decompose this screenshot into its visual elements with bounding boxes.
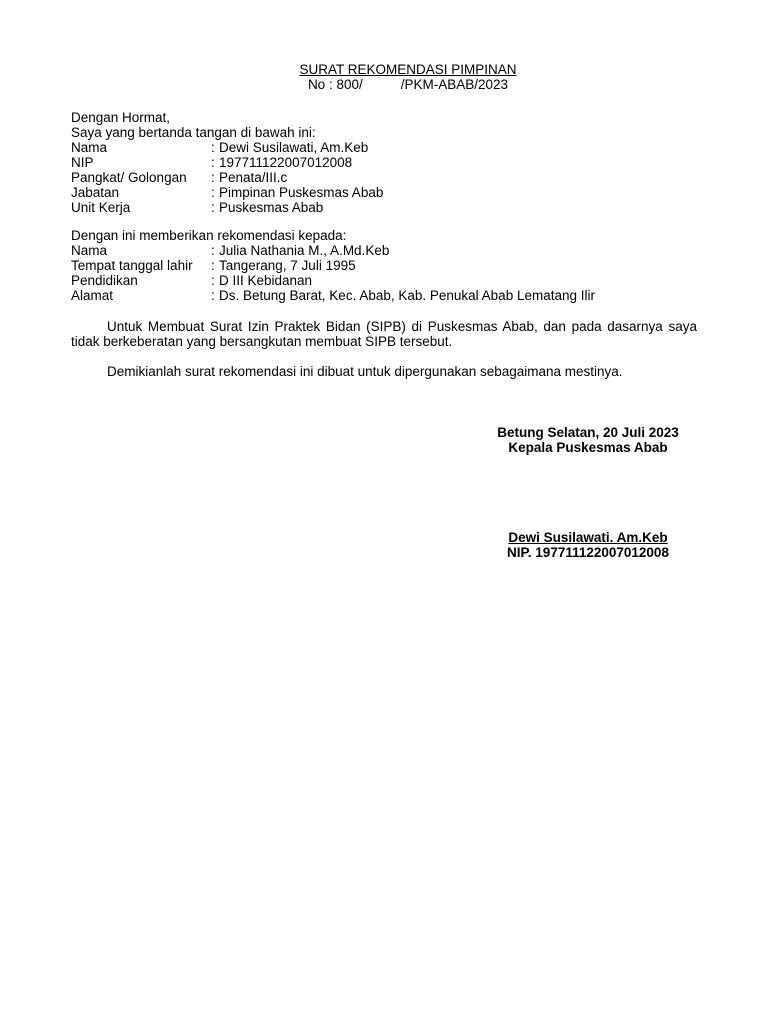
signature-place-date: Betung Selatan, 20 Juli 2023 — [497, 425, 679, 440]
field-value: Dewi Susilawati, Am.Keb — [219, 140, 369, 155]
signer-field-row — [71, 155, 701, 170]
field-value: Penata/III.c — [219, 170, 288, 185]
field-separator: : — [211, 288, 215, 303]
field-label: Unit Kerja — [71, 200, 131, 215]
field-label: Nama — [71, 140, 108, 155]
recipient-field-row — [71, 243, 701, 258]
field-label: Pangkat/ Golongan — [71, 170, 187, 185]
field-label: NIP — [71, 155, 94, 170]
field-label: Nama — [71, 243, 108, 258]
field-value: Tangerang, 7 Juli 1995 — [219, 258, 356, 273]
signature-position: Kepala Puskesmas Abab — [508, 440, 668, 455]
signer-field-row — [71, 140, 701, 155]
field-separator: : — [211, 273, 215, 288]
field-value: Puskesmas Abab — [219, 200, 324, 215]
field-label: Tempat tanggal lahir — [71, 258, 193, 273]
field-value: Pimpinan Puskesmas Abab — [219, 185, 384, 200]
signature-name — [470, 530, 706, 545]
field-value: Ds. Betung Barat, Kec. Abab, Kab. Penukal Abab Lematang Ilir — [219, 288, 595, 303]
signer-field-row — [71, 170, 701, 185]
field-label: Pendidikan — [71, 273, 138, 288]
intro-text: Saya yang bertanda tangan di bawah ini: — [71, 125, 316, 140]
field-separator: : — [211, 243, 215, 258]
recommend-intro: Dengan ini memberikan rekomendasi kepada: — [71, 228, 347, 243]
field-separator: : — [211, 170, 215, 185]
field-separator: : — [211, 155, 215, 170]
signer-field-row — [71, 185, 701, 200]
signature-nip: NIP. 197711122007012008 — [507, 545, 669, 560]
field-separator: : — [211, 200, 215, 215]
letter-number-suffix: /PKM-ABAB/2023 — [400, 77, 509, 92]
letter-title: SURAT REKOMENDASI PIMPINAN — [299, 62, 517, 77]
signature-name-text: Dewi Susilawati. Am.Keb — [508, 530, 668, 545]
greeting: Dengan Hormat, — [71, 110, 171, 125]
closing-paragraph: Demikianlah surat rekomendasi ini dibuat untuk dipergunakan sebagaimana mestinya. — [107, 364, 623, 379]
letter-number-prefix: No : 800/ — [307, 77, 363, 92]
field-separator: : — [211, 258, 215, 273]
field-value: D III Kebidanan — [219, 273, 313, 288]
recipient-field-row — [71, 258, 701, 273]
signer-field-row — [71, 200, 701, 215]
field-separator: : — [211, 140, 215, 155]
recipient-section — [71, 228, 701, 303]
body-paragraph: Untuk Membuat Surat Izin Praktek Bidan (SIPB) di Puskesmas Abab, dan pada dasarnya saya tidak berkeberatan yang bersangkutan membuat SIPB tersebut. — [71, 319, 697, 349]
letter-number — [0, 77, 768, 92]
field-separator: : — [211, 185, 215, 200]
field-value: Julia Nathania M., A.Md.Keb — [219, 243, 390, 258]
recipient-field-row — [71, 288, 701, 303]
field-label: Alamat — [71, 288, 114, 303]
recipient-field-row — [71, 273, 701, 288]
field-label: Jabatan — [71, 185, 120, 200]
signer-section — [71, 110, 701, 215]
field-value: 197711122007012008 — [219, 155, 353, 170]
